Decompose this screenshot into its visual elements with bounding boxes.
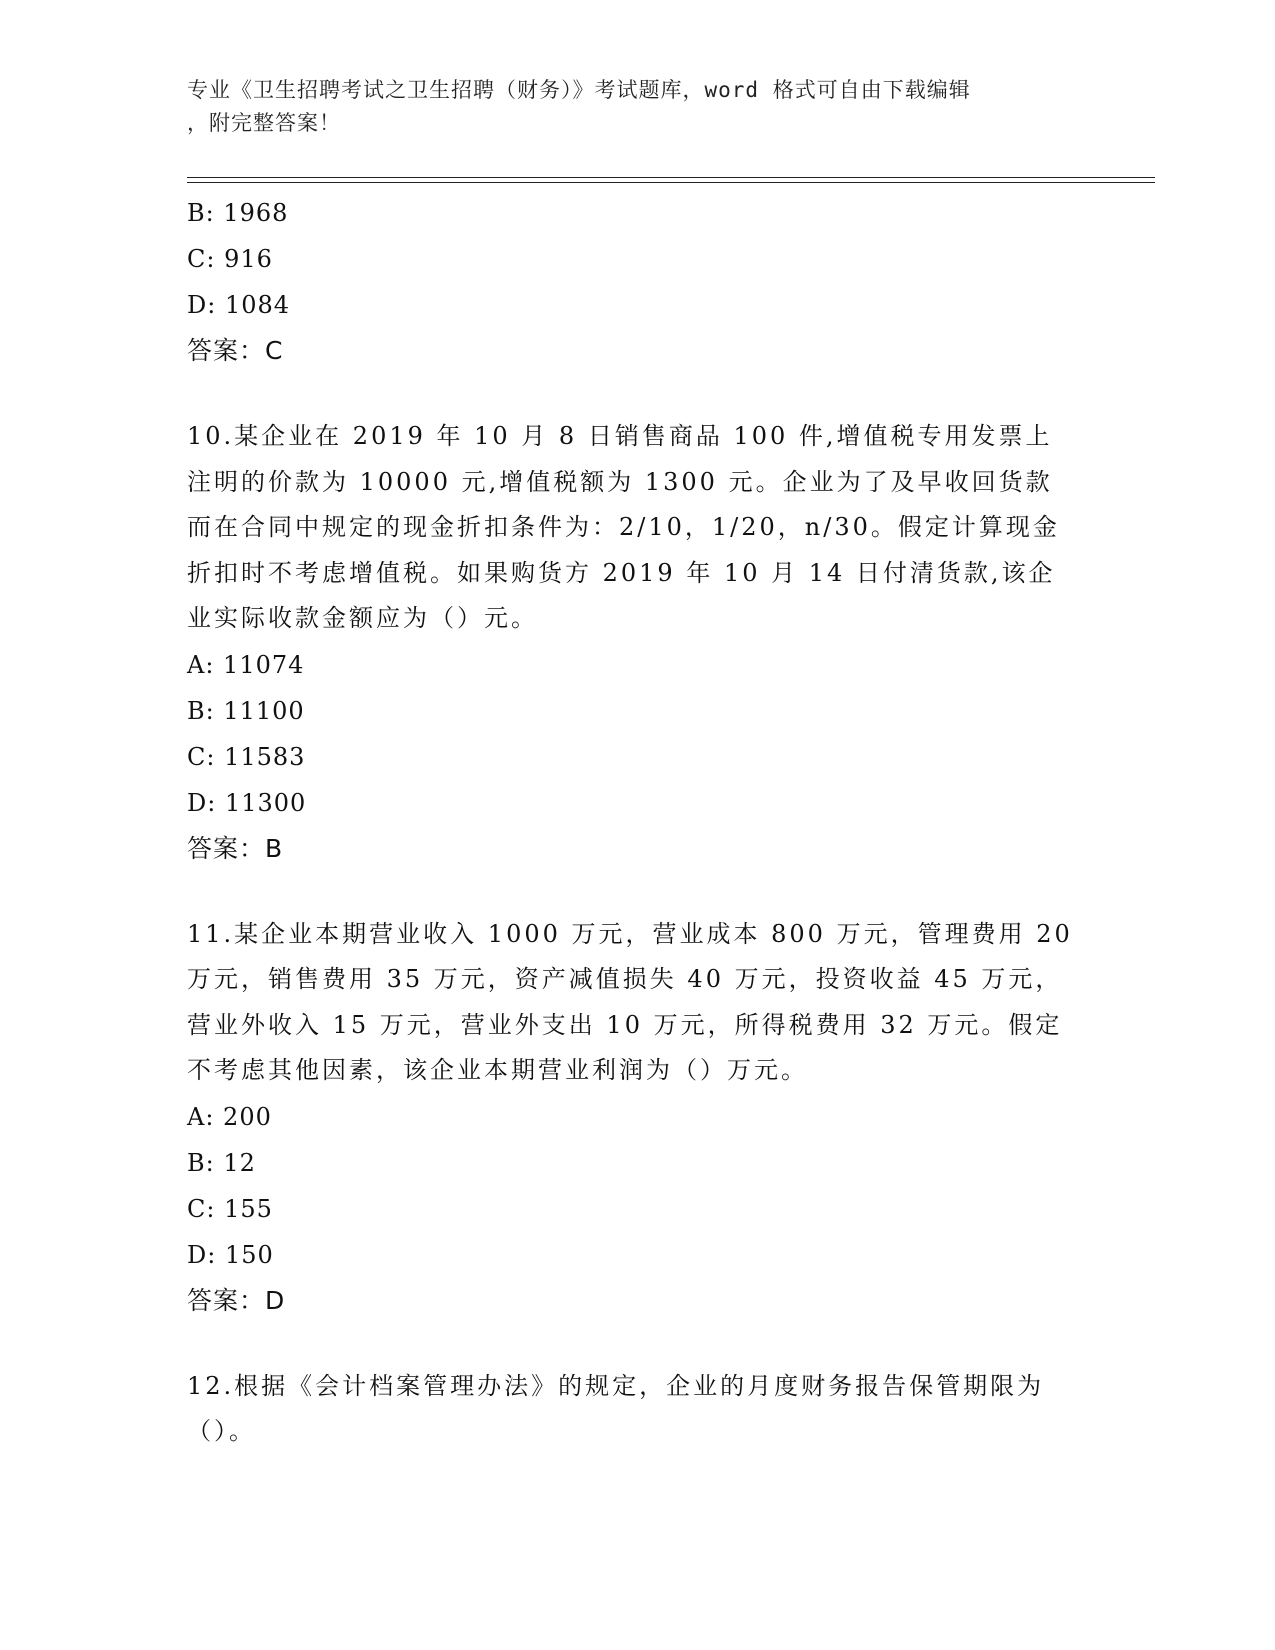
option-b: B: 1968 bbox=[187, 199, 289, 227]
option-d: D: 1084 bbox=[187, 291, 291, 319]
question-11 bbox=[187, 912, 1087, 1324]
question-12 bbox=[187, 1364, 1087, 1455]
answer: 答案：D bbox=[187, 1285, 286, 1315]
answer: 答案：C bbox=[187, 336, 284, 365]
option-a: A: 11074 bbox=[187, 650, 305, 679]
option-c: C: 11583 bbox=[187, 742, 306, 771]
question-text: 12.根据《会计档案管理办法》的规定，企业的月度财务报告保管期限为（）。 bbox=[187, 1371, 1045, 1445]
option-b: B: 12 bbox=[187, 1148, 256, 1177]
header-line-1: 专业《卫生招聘考试之卫生招聘（财务）》考试题库，word 格式可自由下载编辑 bbox=[187, 78, 971, 102]
document-body bbox=[187, 190, 1087, 1455]
option-a: A: 200 bbox=[187, 1102, 272, 1131]
previous-question-options bbox=[187, 190, 1087, 374]
option-d: D: 150 bbox=[187, 1240, 274, 1269]
header-divider-top bbox=[187, 177, 1155, 178]
question-10 bbox=[187, 414, 1087, 872]
option-b: B: 11100 bbox=[187, 696, 305, 725]
header-divider-bottom bbox=[187, 182, 1155, 183]
answer: 答案：B bbox=[187, 833, 284, 863]
option-d: D: 11300 bbox=[187, 788, 307, 817]
option-c: C: 916 bbox=[187, 245, 273, 273]
question-text: 10.某企业在 2019 年 10 月 8 日销售商品 100 件,增值税专用发票上注明的价款为 10000 元,增值税额为 1300 元。企业为了及早收回货款而在合同中规定的现金折扣条件为：2/10，1/20，n/30。假定计算现金折扣时不考虑增值税。如果购货方 2019 年 10 月 14 日付清货款,该企业实际收款金额应为（）元。 bbox=[187, 422, 1060, 632]
header-line-2: ，附完整答案！ bbox=[187, 111, 341, 135]
option-c: C: 155 bbox=[187, 1194, 273, 1223]
document-header bbox=[187, 74, 1067, 140]
question-text: 11.某企业本期营业收入 1000 万元，营业成本 800 万元，管理费用 20 万元，销售费用 35 万元，资产减值损失 40 万元，投资收益 45 万元，营业外收入 15 万元，营业外支出 10 万元，所得税费用 32 万元。假定不考虑其他因素，该企业本期营业利润为（）万元。 bbox=[187, 919, 1073, 1084]
